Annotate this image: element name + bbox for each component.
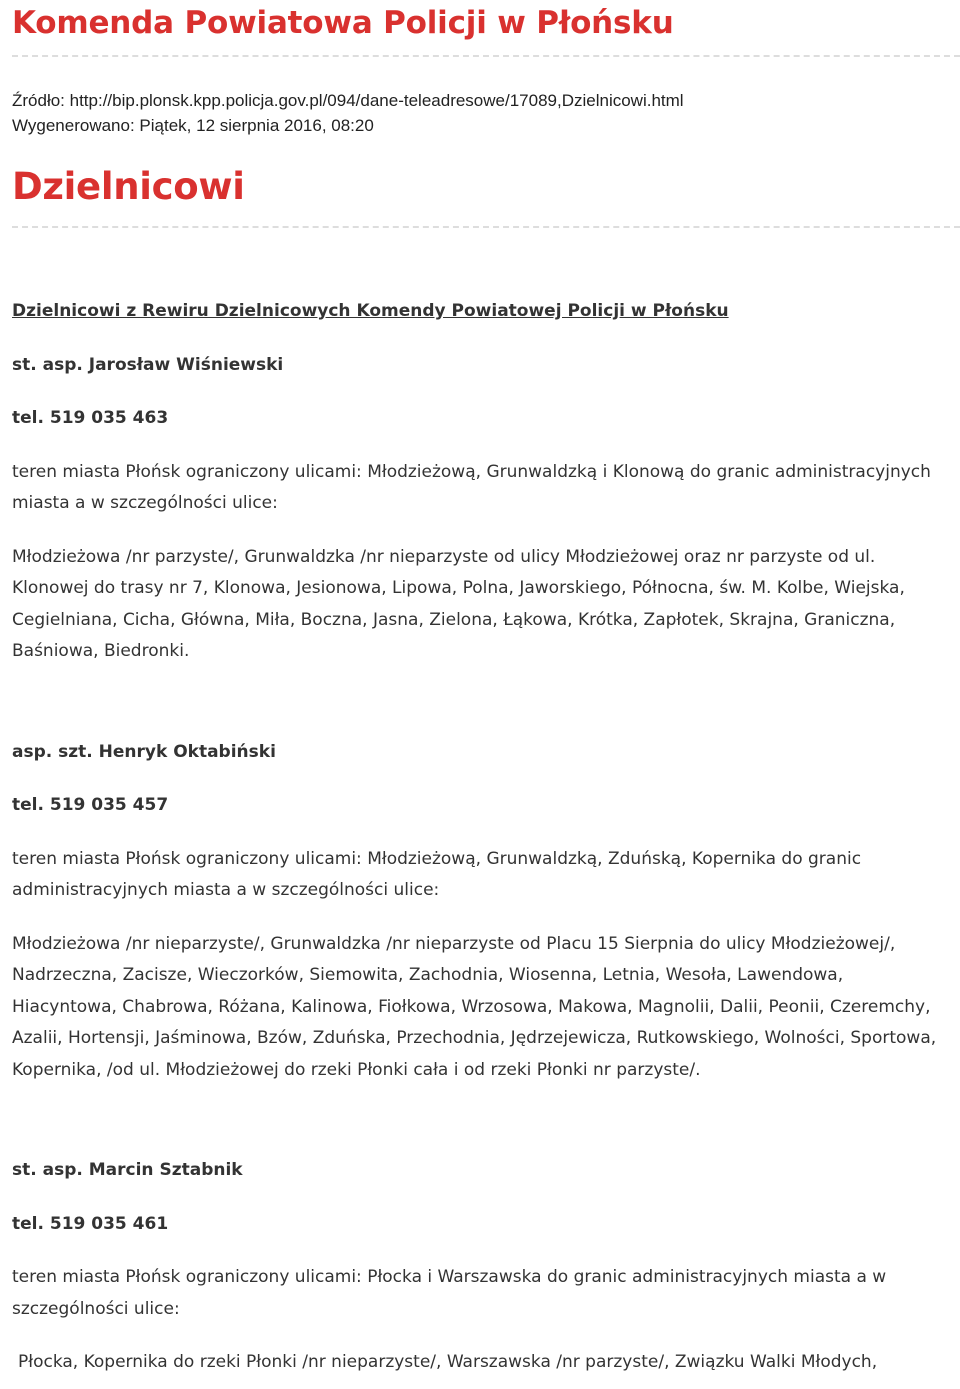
document-page (12, 0, 952, 1372)
officer-name: st. asp. Jarosław Wiśniewski (12, 354, 284, 375)
officer-block (12, 737, 952, 1087)
officer-area: teren miasta Płońsk ograniczony ulicami: Młodzieżową, Grunwaldzką i Klonową do granic administracyjnych miasta a w szczególności ulice: (12, 461, 931, 513)
source-line: Źródło: http://bip.plonsk.kpp.policja.gov.pl/094/dane-teleadresowe/17089,Dzielnicowi.html (12, 91, 684, 110)
header-divider (12, 55, 960, 57)
spacer (12, 1086, 952, 1155)
officer-name: st. asp. Marcin Sztabnik (12, 1160, 243, 1180)
officer-phone: tel. 519 035 461 (12, 1213, 169, 1234)
officer-area: teren miasta Płońsk ograniczony ulicami: Młodzieżową, Grunwaldzką, Zduńską, Kopernika do granic administracyjnych miasta a w szczególności ulice: (12, 848, 862, 900)
officer-name: asp. szt. Henryk Oktabiński (12, 741, 276, 762)
generated-line: Wygenerowano: Piątek, 12 sierpnia 2016, 08:20 (12, 116, 374, 135)
officer-block (12, 1155, 952, 1379)
officer-block (12, 350, 952, 668)
org-title: Komenda Powiatowa Policji w Płońsku (12, 5, 674, 41)
officer-area: teren miasta Płońsk ograniczony ulicami: Płocka i Warszawska do granic administracyjnych miasta a w szczególności ulice: (12, 1267, 887, 1319)
content (12, 296, 952, 1379)
officer-streets: Młodzieżowa /nr nieparzyste/, Grunwaldzka /nr nieparzyste od Placu 15 Sierpnia do ulicy Młodzieżowej/, Nadrzeczna, Zacisze, Wieczorków, Siemowita, Zachodnia, Wiosenna, Letnia, Wesoła, Lawendowa, Hiacyntowa, Chabrowa, Różana, Kalinowa, Fiołkowa, Wrzosowa, Makowa, Magnolii, Dalii, Peonii, Czeremchy, Azalii, Hortensji, Jaśminowa, Bzów, Zduńska, Przechodnia, Jędrzejewicza, Rutkowskiego, Wolności, Sportowa, Kopernika, /od ul. Młodzieżowej do rzeki Płonki cała i od rzeki Płonki nr parzyste/. (12, 933, 937, 1080)
heading-divider (12, 226, 960, 228)
officer-phone: tel. 519 035 463 (12, 408, 169, 428)
officer-streets: Płocka, Kopernika do rzeki Płonki /nr nieparzyste/, Warszawska /nr parzyste/, Związku Walki Młodych, (18, 1352, 878, 1372)
section-title: Dzielnicowi z Rewiru Dzielnicowych Komendy Powiatowej Policji w Płońsku (12, 301, 729, 321)
officer-phone: tel. 519 035 457 (12, 795, 169, 815)
spacer (12, 668, 952, 737)
page-heading: Dzielnicowi (12, 165, 245, 208)
officer-streets: Młodzieżowa /nr parzyste/, Grunwaldzka /nr nieparzyste od ulicy Młodzieżowej oraz nr parzyste od ul. Klonowej do trasy nr 7, Klonowa, Jesionowa, Lipowa, Polna, Jaworskiego, Północna, św. M. Kolbe, Wiejska, Cegielniana, Cicha, Główna, Miła, Boczna, Jasna, Zielona, Łąkowa, Krótka, Zapłotek, Skrajna, Graniczna, Baśniowa, Biedronki. (12, 546, 905, 661)
